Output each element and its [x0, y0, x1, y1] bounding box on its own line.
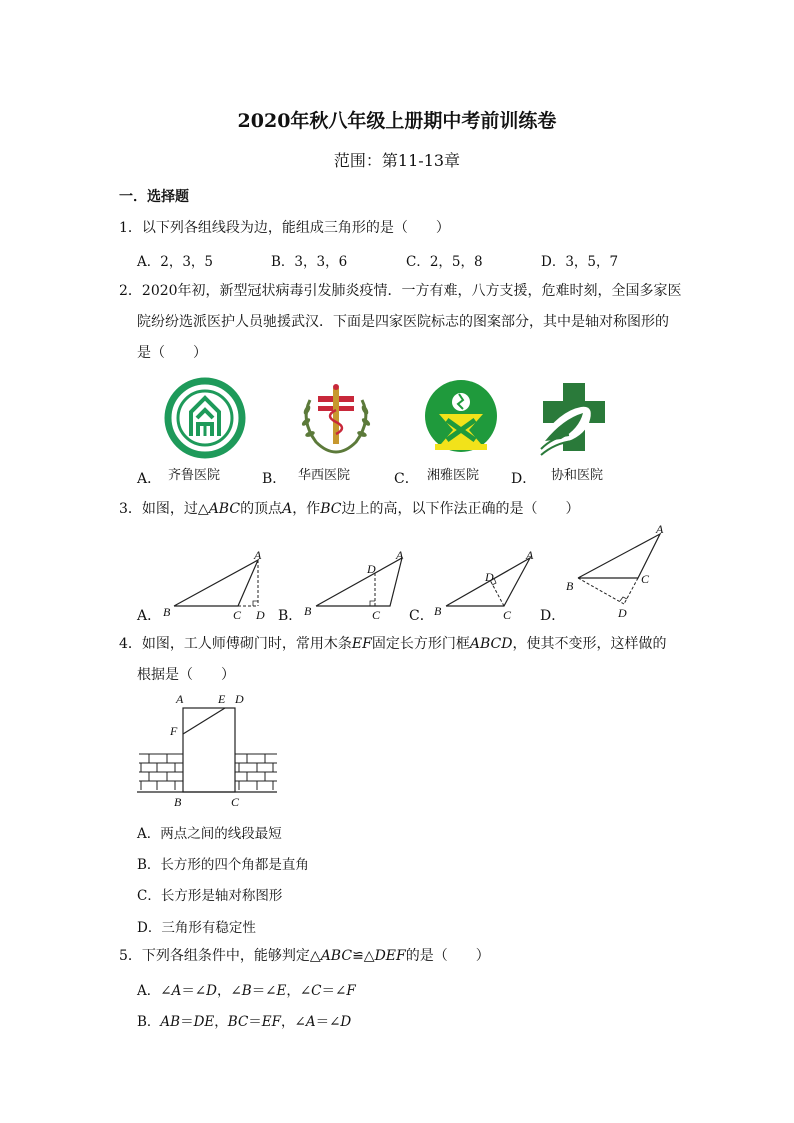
q5-option-b: B．AB＝DE，BC＝EF，∠A＝∠D — [137, 1014, 352, 1030]
page-subtitle: 范围：第11-13章 — [333, 151, 461, 170]
q3c-label-b: B — [434, 604, 442, 618]
section-heading: 一．选择题 — [119, 189, 189, 205]
q3-figure-c — [440, 548, 550, 618]
q3a-label-a: A — [254, 548, 262, 562]
q1-option-c: C．2，5，8 — [406, 254, 483, 270]
q4-door-figure — [137, 700, 277, 800]
xiangya-hospital-logo — [423, 378, 499, 458]
q4-label-e: E — [218, 692, 226, 706]
q4-stem-line2: 根据是（ ） — [137, 667, 235, 683]
q2-stem-line3: 是（ ） — [137, 345, 207, 361]
q4-option-b: B．长方形的四个角都是直角 — [137, 857, 309, 873]
q3-letter-a: A． — [137, 608, 162, 624]
q3c-label-c: C — [503, 608, 512, 622]
q4-label-a: A — [176, 692, 184, 706]
q1-option-d: D．3，5，7 — [541, 254, 619, 270]
q2-hospital-xiehe: 协和医院 — [551, 468, 604, 483]
q3-letter-c: C． — [409, 608, 434, 624]
q3d-label-d: D — [618, 606, 627, 620]
q2-letter-c: C． — [394, 471, 419, 487]
q3b-label-c: C — [372, 608, 381, 622]
q3-stem: 3．如图，过△ABC的顶点A，作BC边上的高，以下作法正确的是（ ） — [119, 501, 580, 517]
q3a-label-d: D — [256, 608, 265, 622]
q4-stem-line1: 4．如图，工人师傅砌门时，常用木条EF固定长方形门框ABCD，使其不变形，这样做的 — [119, 636, 667, 652]
q3-figure-d — [570, 528, 670, 613]
q1-option-a: A．2，3，5 — [137, 254, 214, 270]
q2-hospital-qilu: 齐鲁医院 — [168, 468, 221, 483]
q2-stem-line2: 院纷纷选派医护人员驰援武汉．下面是四家医院标志的图案部分，其中是轴对称图形的 — [137, 314, 669, 330]
q3b-label-d: D — [367, 562, 376, 576]
q2-hospital-xiangya: 湘雅医院 — [427, 468, 480, 483]
q2-letter-b: B． — [262, 471, 287, 487]
q3b-label-b: B — [304, 604, 312, 618]
q2-stem-line1: 2．2020年初，新型冠状病毒引发肺炎疫情．一方有难，八方支援，危难时刻，全国多家医 — [119, 283, 682, 299]
q5-option-a: A．∠A＝∠D，∠B＝∠E，∠C＝∠F — [137, 983, 356, 999]
q4-label-b: B — [174, 795, 182, 809]
q4-label-f: F — [170, 724, 178, 738]
q3a-label-b: B — [163, 605, 171, 619]
q3b-label-a: A — [396, 548, 404, 562]
q3d-label-b: B — [566, 579, 574, 593]
q4-label-d: D — [235, 692, 244, 706]
q3d-label-c: C — [641, 572, 650, 586]
q4-option-d: D．三角形有稳定性 — [137, 920, 256, 936]
q2-letter-a: A． — [137, 471, 162, 487]
q3c-label-a: A — [526, 548, 534, 562]
q3c-label-d: D — [485, 570, 494, 584]
q4-option-c: C．长方形是轴对称图形 — [137, 888, 283, 904]
qilu-hospital-logo — [165, 378, 245, 458]
q3-letter-b: B． — [278, 608, 303, 624]
q1-stem: 1．以下列各组线段为边，能组成三角形的是（ ） — [119, 220, 450, 236]
q3-letter-d: D． — [540, 608, 566, 624]
q4-option-a: A．两点之间的线段最短 — [137, 826, 282, 842]
page-title: 2020年秋八年级上册期中考前训练卷 — [237, 110, 557, 132]
q3a-label-c: C — [233, 608, 242, 622]
q5-stem: 5．下列各组条件中，能够判定△ABC≌△DEF的是（ ） — [119, 948, 490, 964]
q2-hospital-huaxi: 华西医院 — [298, 468, 351, 483]
q4-label-c: C — [231, 795, 240, 809]
q2-letter-d: D． — [511, 471, 537, 487]
q3d-label-a: A — [656, 522, 664, 536]
xiehe-hospital-logo — [539, 383, 611, 457]
q1-option-b: B．3，3，6 — [271, 254, 348, 270]
huaxi-hospital-logo — [296, 380, 376, 460]
